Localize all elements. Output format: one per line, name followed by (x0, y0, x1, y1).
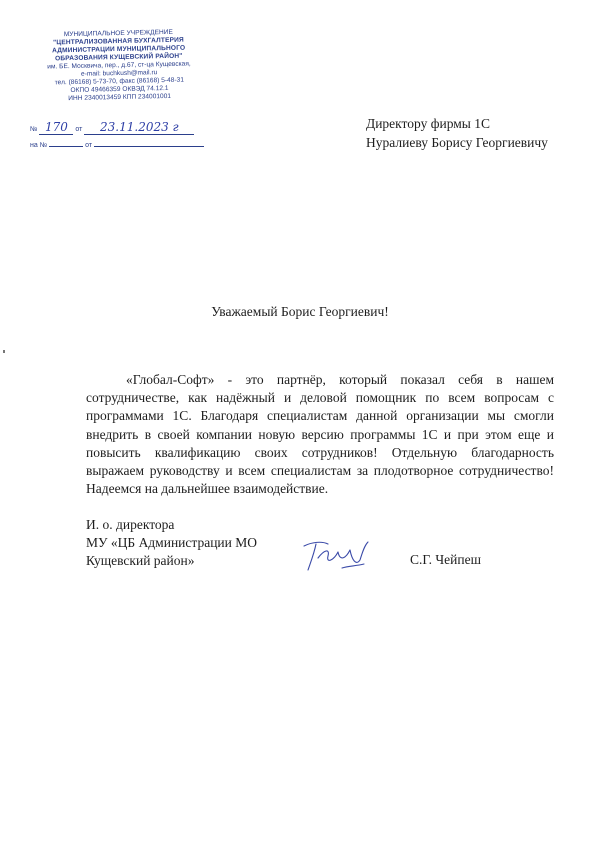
signatory-name: С.Г. Чейпеш (410, 552, 482, 567)
stamp-line-1: МУНИЦИПАЛЬНОЕ УЧРЕЖДЕНИЕ (63, 28, 173, 39)
registration-line (30, 120, 194, 135)
stamp-line-4: ОБРАЗОВАНИЯ КУЩЕВСКИЙ РАЙОН" (55, 52, 183, 63)
margin-mark (3, 350, 5, 353)
addressee-block (366, 114, 548, 152)
stamp-line-3: АДМИНИСТРАЦИИ МУНИЦИПАЛЬНОГО (51, 44, 186, 55)
reg-label-no: № (30, 126, 38, 133)
stamp-line-6: e-mail: buchkush@mail.ru (80, 69, 158, 78)
ref-label-ot: от (85, 142, 93, 149)
stamp-line-2: "ЦЕНТРАЛИЗОВАННАЯ БУХГАЛТЕРИЯ (52, 36, 184, 47)
reg-label-ot: от (75, 126, 83, 133)
signatory-block (86, 516, 257, 570)
signatory-org-line-2: Кущевский район» (86, 553, 195, 568)
stamp-line-7: тел. (86168) 5-73-70, факс (86168) 5-48-31 (54, 76, 185, 87)
reference-line (30, 138, 204, 149)
ref-label-na: на № (30, 142, 48, 149)
handwritten-signature (298, 536, 376, 578)
stamp-line-8: ОКПО 49466359 ОКВЭД 74.12.1 (70, 84, 169, 95)
stamp-line-9: ИНН 2340013459 КПП 234001001 (68, 92, 172, 103)
signatory-title: И. о. директора (86, 517, 175, 532)
signatory-org-line-1: МУ «ЦБ Администрации МО (86, 535, 257, 550)
organization-stamp (23, 28, 214, 104)
addressee-line-2: Нуралиеву Борису Георгиевичу (366, 135, 548, 150)
salutation: Уважаемый Борис Георгиевич! (211, 304, 389, 319)
reg-date: 23.11.2023 г (100, 120, 179, 134)
reg-number: 170 (45, 120, 68, 134)
stamp-line-5: им. БЕ. Москвича, пер., д.67, ст-ца Кущевская, (47, 60, 191, 71)
addressee-line-1: Директору фирмы 1С (366, 116, 490, 131)
letter-body: «Глобал-Софт» - это партнёр, который показал себя в нашем сотрудничестве, как надёжный и деловой помощник по всем вопросам с программами 1С. Благодаря специалистам данной организации мы смогли внедрить в своей компании новую версию программы 1С и при этом еще и повысить квалификацию своих сотрудников! Отдельную благодарность выражаем руководству и всем специалистам за плодотворное сотрудничество! Надеемся на дальнейшее взаимодействие. (86, 372, 554, 497)
